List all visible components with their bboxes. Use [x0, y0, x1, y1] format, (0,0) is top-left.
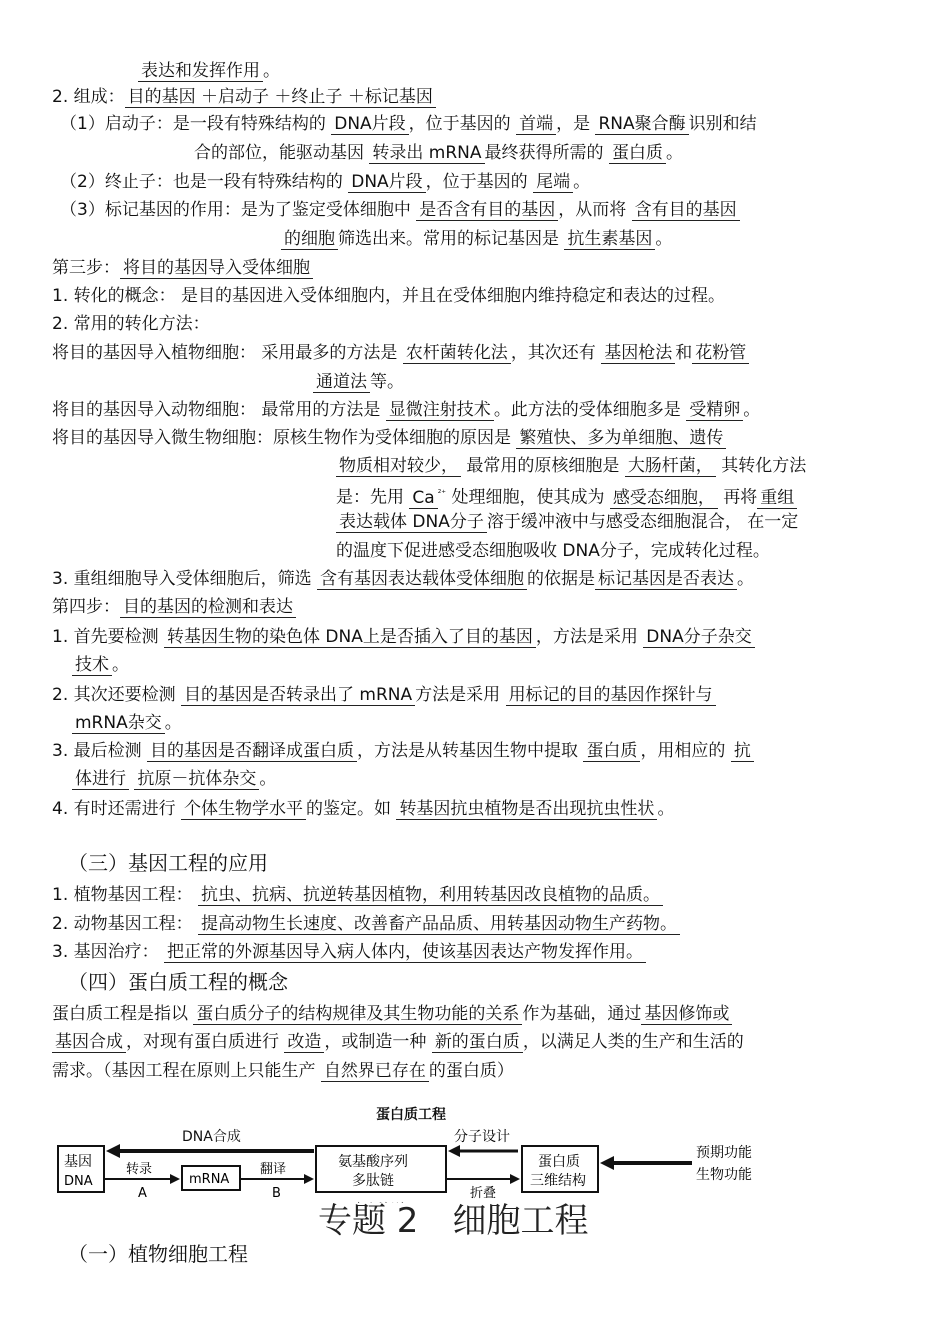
underlined-answer: 抗: [731, 741, 754, 762]
text-line: [68, 852, 268, 874]
text-span: 溶于缓冲液中与感受态细胞混合， 在一定: [486, 512, 799, 532]
text-span: 需求。（基因工程在原则上只能生产: [52, 1061, 321, 1081]
text-span: 。: [263, 61, 280, 81]
text-line: [336, 511, 798, 533]
label-b: B: [272, 1186, 281, 1201]
text-line: [281, 228, 672, 250]
folding-arrowhead: [510, 1174, 520, 1184]
translation-arrowhead: [304, 1174, 314, 1184]
text-span: （1）启动子：是一段有特殊结构的: [60, 114, 332, 134]
transcription-arrowhead: [170, 1174, 180, 1184]
underlined-answer: 个体生物学水平: [181, 799, 306, 820]
text-span: （一）植物细胞工程: [68, 1242, 248, 1266]
underlined-answer: 是否含有目的基因: [416, 200, 558, 221]
protein-engineering-diagram: [52, 1083, 772, 1203]
underlined-answer: Ca: [409, 488, 437, 509]
text-span: 。: [657, 799, 675, 819]
text-line: [336, 540, 770, 562]
underlined-answer: 基因修饰或: [641, 1004, 732, 1025]
text-span: 最终获得所需的: [484, 143, 609, 163]
text-span: （三）基因工程的应用: [68, 851, 268, 875]
text-span: 的温度下促进感受态细胞吸收 DNA分子，完成转化过程。: [336, 541, 770, 561]
underlined-answer: 含有目的基因: [632, 200, 740, 221]
text-span: 第三步：: [52, 258, 120, 278]
text-span: 2. 组成：: [52, 87, 125, 107]
underlined-answer: 用标记的目的基因作探针与: [506, 685, 716, 706]
underlined-answer: 蛋白质: [609, 143, 666, 164]
text-span: （3）标记基因的作用：是为了鉴定受体细胞中: [60, 200, 417, 220]
text-span: 3. 重组细胞导入受体细胞后，筛选: [52, 569, 318, 589]
underlined-answer: 显微注射技术: [386, 400, 494, 421]
text-line: [60, 113, 757, 135]
underlined-answer: 的细胞: [281, 229, 338, 250]
underlined-answer: 把正常的外源基因导入病人体内，使该基因表达产物发挥作用。: [164, 942, 646, 963]
underlined-answer: 通道法: [313, 372, 370, 393]
text-span: 3. 基因治疗：: [52, 942, 165, 962]
underlined-answer: 转基因抗虫植物是否出现抗虫性状: [396, 799, 657, 820]
text-span: 作为基础，通过: [522, 1004, 642, 1024]
text-span: 其转化方法: [715, 456, 807, 476]
text-span: 。: [573, 172, 591, 192]
underlined-answer: mRNA杂交: [72, 713, 165, 734]
translation-label: 翻译: [260, 1162, 287, 1177]
underlined-answer: 转基因生物的染色体 DNA上是否插入了目的基因: [164, 627, 536, 648]
text-span: ，方法是采用: [535, 627, 644, 647]
text-span: 2. 常用的转化方法：: [52, 314, 210, 334]
text-span: ²⁺: [437, 489, 447, 499]
underlined-answer: 将目的基因导入受体细胞: [120, 258, 313, 279]
text-line: [52, 884, 663, 906]
section-title-cell-engineering: 专题 2 细胞工程: [318, 1201, 589, 1241]
text-span: 1. 转化的概念： 是目的基因进入受体细胞内，并且在受体细胞内维持稳定和表达的过程。: [52, 286, 726, 306]
underlined-answer: 物质相对较少，: [336, 456, 461, 477]
text-span: ，从而将: [558, 200, 632, 220]
text-line: [52, 684, 716, 706]
text-span: 。: [259, 769, 277, 789]
underlined-answer: 繁殖快、多为单细胞、遗传: [516, 428, 726, 449]
underlined-answer: 重组: [757, 488, 797, 509]
text-line: [68, 971, 288, 993]
text-span: 4. 有时还需进行: [52, 799, 182, 819]
text-span: （四）蛋白质工程的概念: [68, 970, 288, 994]
underlined-answer: 基因枪法: [601, 343, 675, 364]
text-line: [72, 712, 182, 734]
underlined-answer: 基因合成: [52, 1032, 126, 1053]
text-span: 的依据是: [527, 569, 596, 589]
text-line: [52, 740, 754, 762]
text-span: 。此方法的受体细胞多是: [493, 400, 687, 420]
underlined-answer: 花粉管: [692, 343, 749, 364]
text-line: [52, 798, 674, 820]
underlined-answer: 新的蛋白质: [432, 1032, 523, 1053]
underlined-answer: 自然界已存在: [321, 1061, 429, 1082]
underlined-answer: 目的基因的检测和表达: [120, 597, 296, 618]
text-span: ，是: [556, 114, 596, 134]
underlined-answer: 首端: [516, 114, 556, 135]
text-line: [52, 941, 646, 963]
protein-line2: 三维结构: [530, 1173, 586, 1189]
underlined-answer: 感受态细胞，: [610, 488, 718, 509]
text-span: 再将: [717, 487, 758, 508]
text-line: [52, 342, 749, 364]
peptide-line1: 氨基酸序列: [338, 1154, 408, 1170]
text-span: （2）终止子：也是一段有特殊结构的: [60, 172, 349, 192]
function-line2: 生物功能: [696, 1167, 752, 1183]
text-span: 第四步：: [52, 597, 120, 617]
gene-box-line1: 基因: [64, 1154, 92, 1170]
label-a: A: [138, 1186, 147, 1201]
text-line: [52, 399, 760, 421]
text-line: [52, 1060, 514, 1082]
underlined-answer: 大肠杆菌，: [625, 456, 716, 477]
dna-synthesis-label: DNA合成: [182, 1129, 241, 1145]
text-span: 处理细胞，使其成为: [446, 487, 610, 508]
text-span: 2. 其次还要检测: [52, 685, 182, 705]
text-line: [52, 86, 436, 108]
text-span: 。: [743, 400, 761, 420]
text-span: 将目的基因导入动物细胞： 最常用的方法是: [52, 400, 386, 420]
underlined-answer: 受精卵: [686, 400, 743, 421]
text-line: [138, 60, 280, 82]
underlined-answer: 改造: [284, 1032, 324, 1053]
text-span: 。: [655, 229, 673, 249]
underlined-answer: 尾端: [533, 172, 573, 193]
text-line: [60, 171, 590, 193]
text-line: [52, 313, 210, 335]
text-span: 是：先用: [336, 487, 410, 508]
folding-label: 折叠: [470, 1186, 497, 1201]
text-line: [68, 1243, 248, 1265]
underlined-answer: DNA片段: [331, 114, 408, 135]
text-span: 3. 最后检测: [52, 741, 148, 761]
text-span: ，其次还有: [510, 343, 602, 363]
underlined-answer: 目的基因是否翻译成蛋白质: [147, 741, 357, 762]
text-span: ，位于基因的: [408, 114, 517, 134]
underlined-answer: 抗生素基因: [564, 229, 655, 250]
mrna-label: mRNA: [189, 1172, 230, 1187]
text-span: 蛋白质工程是指以: [52, 1004, 194, 1024]
function-arrowhead: [600, 1156, 614, 1170]
underlined-answer: 抗虫、抗病、抗逆转基因植物，利用转基因改良植物的品质。: [198, 885, 663, 906]
gene-box-line2: DNA: [64, 1174, 93, 1189]
text-line: [60, 199, 740, 221]
text-span: ，或制造一种: [324, 1032, 432, 1052]
underlined-answer: 转录出 mRNA: [369, 143, 484, 164]
underlined-answer: 蛋白质分子的结构规律及其生物功能的关系: [193, 1004, 522, 1025]
peptide-line2: 多肽链: [352, 1173, 394, 1189]
text-span: 。: [164, 713, 182, 733]
underlined-answer: 农杆菌转化法: [403, 343, 511, 364]
text-span: 识别和结: [688, 114, 757, 134]
underlined-answer: 技术: [72, 655, 112, 676]
text-span: 1. 首先要检测: [52, 627, 165, 647]
text-line: [194, 142, 683, 164]
text-span: 。: [737, 569, 755, 589]
text-line: [72, 654, 129, 676]
protein-line1: 蛋白质: [538, 1154, 580, 1170]
text-line: [52, 427, 726, 449]
text-line: [52, 596, 296, 618]
text-span: 将目的基因导入植物细胞： 采用最多的方法是: [52, 343, 403, 363]
text-span: ，对现有蛋白质进行: [126, 1032, 285, 1052]
transcription-label: 转录: [126, 1162, 153, 1177]
text-span: 合的部位，能驱动基因: [194, 143, 370, 163]
underlined-answer: 表达载体 DNA分子: [336, 512, 487, 533]
text-span: ，用相应的: [640, 741, 731, 761]
text-span: 方法是采用: [415, 685, 506, 705]
underlined-answer: 含有基因表达载体受体细胞: [317, 569, 527, 590]
text-span: 将目的基因导入微生物细胞：原核生物作为受体细胞的原因是: [52, 428, 517, 448]
underlined-answer: RNA聚合酶: [595, 114, 688, 135]
text-line: [52, 568, 754, 590]
text-span: 1. 植物基因工程：: [52, 885, 199, 905]
text-span: 等。: [370, 372, 404, 392]
text-span: 2. 动物基因工程：: [52, 914, 199, 934]
molecular-design-arrowhead: [448, 1145, 460, 1157]
molecular-design-label: 分子设计: [454, 1129, 510, 1145]
underlined-answer: 表达和发挥作用: [138, 61, 263, 82]
text-line: [52, 257, 313, 279]
text-line: [52, 285, 725, 307]
text-span: 。: [665, 143, 683, 163]
text-line: [52, 913, 680, 935]
dna-synthesis-arrowhead: [106, 1144, 120, 1158]
text-line: [336, 455, 806, 477]
text-line: [52, 1031, 744, 1053]
text-line: [336, 483, 797, 509]
underlined-answer: 体进行: [72, 769, 129, 790]
underlined-answer: 蛋白质: [583, 741, 640, 762]
diagram-title: 蛋白质工程: [376, 1107, 446, 1123]
text-span: ，位于基因的: [425, 172, 534, 192]
text-line: [52, 1003, 732, 1025]
text-span: 的鉴定。如: [306, 799, 397, 819]
text-span: 最常用的原核细胞是: [461, 456, 625, 476]
underlined-answer: DNA片段: [348, 172, 425, 193]
text-line: [72, 768, 276, 790]
text-span: ，方法是从转基因生物中提取: [357, 741, 584, 761]
underlined-answer: 标记基因是否表达: [595, 569, 737, 590]
text-span: 筛选出来。常用的标记基因是: [338, 229, 565, 249]
underlined-answer: DNA分子杂交: [643, 627, 754, 648]
underlined-answer: 抗原－抗体杂交: [134, 769, 259, 790]
text-span: 和: [675, 343, 693, 363]
text-line: [313, 371, 404, 393]
underlined-answer: 目的基因 ＋启动子 ＋终止子 ＋标记基因: [125, 87, 436, 108]
text-span: 的蛋白质）: [428, 1061, 514, 1081]
underlined-answer: 目的基因是否转录出了 mRNA: [181, 685, 415, 706]
underlined-answer: 提高动物生长速度、改善畜产品品质、用转基因动物生产药物。: [198, 914, 680, 935]
text-span: ，以满足人类的生产和生活的: [522, 1032, 744, 1052]
text-line: [52, 626, 755, 648]
function-line1: 预期功能: [696, 1145, 752, 1161]
text-span: 。: [112, 655, 129, 675]
